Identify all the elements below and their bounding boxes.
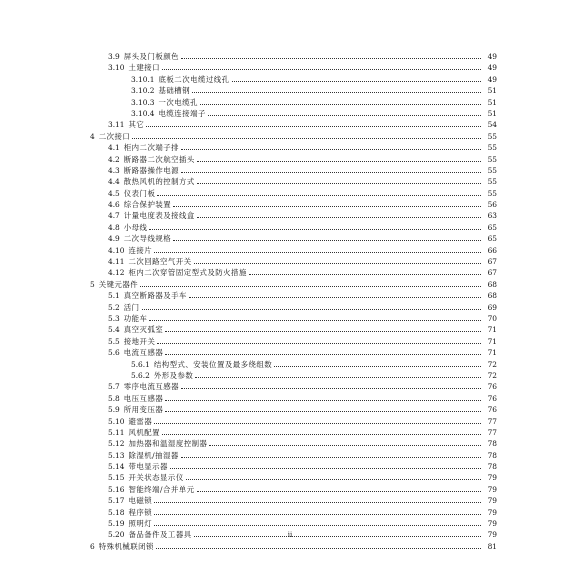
toc-entry-title: 电压互感器 — [123, 393, 164, 403]
toc-dot-leader — [154, 423, 481, 424]
toc-entry[interactable] — [80, 290, 497, 301]
toc-entry-title: 备品备件及工器具 — [128, 530, 192, 540]
toc-dot-leader — [154, 525, 481, 526]
toc-entry-page-number: 51 — [487, 86, 497, 96]
toc-dot-leader — [154, 514, 481, 515]
toc-entry[interactable] — [80, 461, 497, 472]
toc-entry-page-number: 51 — [487, 97, 497, 107]
toc-entry-title: 二次回路空气开关 — [128, 257, 192, 267]
toc-entry[interactable] — [80, 541, 497, 552]
toc-entry-title: 避雷器 — [128, 416, 153, 426]
toc-dot-leader — [181, 457, 481, 458]
toc-entry-number: 5.13 — [108, 450, 125, 460]
toc-dot-leader — [162, 434, 481, 435]
toc-entry-number: 5.19 — [108, 519, 125, 529]
toc-entry-number: 5 — [90, 279, 95, 289]
toc-entry[interactable] — [80, 131, 497, 142]
toc-entry-number: 3.10.4 — [131, 108, 155, 118]
toc-entry[interactable] — [80, 245, 497, 256]
toc-entry[interactable] — [80, 85, 497, 96]
toc-entry-page-number: 55 — [487, 188, 497, 198]
toc-entry-number: 4.6 — [108, 200, 120, 210]
toc-entry-title: 所用变压器 — [123, 405, 164, 415]
toc-entry[interactable] — [80, 381, 497, 392]
toc-entry-number: 4.9 — [108, 234, 120, 244]
toc-entry[interactable] — [80, 336, 497, 347]
toc-entry-page-number: 49 — [487, 63, 497, 73]
toc-entry-page-number: 66 — [487, 245, 497, 255]
toc-entry-page-number: 78 — [487, 439, 497, 449]
toc-entry-title: 零序电流互感器 — [123, 382, 180, 392]
toc-entry-page-number: 55 — [487, 143, 497, 153]
toc-entry-title: 一次电缆孔 — [158, 97, 198, 107]
toc-dot-leader — [249, 274, 481, 275]
toc-entry-number: 5.8 — [108, 393, 120, 403]
toc-entry[interactable] — [80, 313, 497, 324]
toc-entry[interactable] — [80, 142, 497, 153]
toc-dot-leader — [170, 468, 481, 469]
toc-entry-number: 5.4 — [108, 325, 120, 335]
toc-entry-number: 4.7 — [108, 211, 120, 221]
toc-entry-title: 连接片 — [128, 245, 153, 255]
toc-dot-leader — [156, 548, 481, 549]
toc-entry-title: 综合保护装置 — [123, 200, 172, 210]
toc-entry-title: 关键元器件 — [98, 279, 139, 289]
toc-entry-page-number: 65 — [487, 234, 497, 244]
toc-entry-title: 电流互感器 — [123, 348, 164, 358]
toc-entry-page-number: 63 — [487, 211, 497, 221]
toc-entry-number: 4.8 — [108, 222, 120, 232]
toc-entry-page-number: 79 — [487, 496, 497, 506]
toc-entry-page-number: 77 — [487, 427, 497, 437]
toc-entry-number: 5.6.1 — [131, 359, 150, 369]
toc-entry[interactable] — [80, 267, 497, 278]
toc-entry-number: 5.9 — [108, 405, 120, 415]
toc-dot-leader — [200, 104, 481, 105]
toc-entry[interactable] — [80, 154, 497, 165]
toc-entry-number: 5.16 — [108, 484, 125, 494]
toc-entry[interactable] — [80, 210, 497, 221]
toc-dot-leader — [165, 331, 481, 332]
toc-dot-leader — [274, 366, 481, 367]
toc-entry-title: 风机配置 — [128, 427, 161, 437]
toc-entry[interactable] — [80, 416, 497, 427]
toc-entry-page-number: 79 — [487, 530, 497, 540]
toc-dot-leader — [197, 183, 481, 184]
toc-entry-page-number: 55 — [487, 177, 497, 187]
toc-entry-number: 3.10 — [108, 63, 125, 73]
toc-dot-leader — [232, 81, 481, 82]
toc-entry[interactable] — [80, 279, 497, 290]
toc-entry-page-number: 78 — [487, 450, 497, 460]
toc-entry-page-number: 67 — [487, 268, 497, 278]
toc-entry[interactable] — [80, 347, 497, 358]
toc-entry-number: 3.11 — [108, 120, 125, 130]
toc-entry-number: 5.6 — [108, 348, 120, 358]
toc-entry-number: 5.6.2 — [131, 370, 150, 380]
toc-entry-title: 真空灭弧室 — [123, 325, 164, 335]
toc-entry-page-number: 72 — [487, 359, 497, 369]
toc-entry-page-number: 71 — [487, 325, 497, 335]
toc-entry-number: 4 — [90, 131, 95, 141]
toc-entry[interactable] — [80, 119, 497, 130]
toc-dot-leader — [181, 388, 481, 389]
toc-dot-leader — [162, 69, 481, 70]
toc-dot-leader — [149, 229, 481, 230]
toc-entry-title: 底板二次电缆过线孔 — [158, 74, 230, 84]
toc-entry[interactable] — [80, 256, 497, 267]
toc-entry-page-number: 76 — [487, 382, 497, 392]
toc-entry-number: 4.2 — [108, 154, 120, 164]
toc-entry-number: 5.15 — [108, 473, 125, 483]
toc-dot-leader — [181, 172, 481, 173]
toc-entry-page-number: 72 — [487, 370, 497, 380]
toc-dot-leader — [157, 195, 481, 196]
toc-entry[interactable] — [80, 438, 497, 449]
toc-dot-leader — [149, 320, 481, 321]
toc-entry-title: 活门 — [123, 302, 140, 312]
toc-entry-title: 电缆连接端子 — [158, 108, 206, 118]
toc-dot-leader — [209, 445, 481, 446]
toc-dot-leader — [189, 297, 481, 298]
toc-entry[interactable] — [80, 472, 497, 483]
toc-entry-page-number: 55 — [487, 165, 497, 175]
toc-entry-page-number: 76 — [487, 393, 497, 403]
toc-entry-number: 4.4 — [108, 177, 120, 187]
toc-entry-page-number: 51 — [487, 108, 497, 118]
toc-entry-page-number: 56 — [487, 200, 497, 210]
toc-entry-title: 智能终端/合并单元 — [128, 484, 195, 494]
toc-entry-number: 3.10.3 — [131, 97, 155, 107]
toc-dot-leader — [195, 377, 481, 378]
toc-entry-title: 散热风机的控制方式 — [123, 177, 195, 187]
toc-entry-title: 电磁锁 — [128, 496, 153, 506]
toc-entry-page-number: 49 — [487, 74, 497, 84]
toc-entry-number: 4.11 — [108, 257, 125, 267]
toc-entry[interactable] — [80, 404, 497, 415]
toc-entry-number: 5.2 — [108, 302, 120, 312]
toc-dot-leader — [173, 240, 481, 241]
toc-entry-number: 3.10.1 — [131, 74, 155, 84]
toc-entry-page-number: 49 — [487, 52, 497, 61]
toc-entry-number: 3.9 — [108, 52, 120, 61]
toc-entry-number: 5.14 — [108, 462, 125, 472]
toc-dot-leader — [197, 491, 481, 492]
toc-entry-number: 3.10.2 — [131, 86, 155, 96]
toc-entry-title: 外形及参数 — [153, 370, 194, 380]
toc-dot-leader — [192, 92, 481, 93]
toc-dot-leader — [140, 286, 481, 287]
toc-entry-number: 5.7 — [108, 382, 120, 392]
toc-entry-page-number: 65 — [487, 222, 497, 232]
toc-dot-leader — [132, 138, 481, 139]
toc-dot-leader — [142, 309, 481, 310]
toc-dot-leader — [181, 58, 481, 59]
toc-entry[interactable] — [80, 427, 497, 438]
toc-entry-title: 结构型式、安装位置及最多绕组数 — [153, 359, 273, 369]
toc-dot-leader — [146, 126, 481, 127]
toc-entry-title: 土建接口 — [128, 63, 161, 73]
toc-entry-title: 功能车 — [123, 313, 148, 323]
toc-entry-number: 4.3 — [108, 165, 120, 175]
toc-entry[interactable] — [80, 302, 497, 313]
toc-entry-title: 特殊机械联闭锁 — [98, 541, 154, 551]
toc-entry[interactable] — [80, 176, 497, 187]
toc-entry[interactable] — [80, 484, 497, 495]
toc-dot-leader — [194, 263, 481, 264]
toc-entry[interactable] — [80, 108, 497, 119]
toc-entry-page-number: 77 — [487, 416, 497, 426]
toc-entry[interactable] — [80, 507, 497, 518]
toc-entry-title: 断路器操作电源 — [123, 165, 180, 175]
toc-entry-number: 5.17 — [108, 496, 125, 506]
toc-entry[interactable] — [80, 370, 497, 381]
toc-entry-page-number: 70 — [487, 313, 497, 323]
toc-entry-title: 照明灯 — [128, 519, 153, 529]
toc-entry[interactable] — [80, 495, 497, 506]
toc-entry-title: 加热器和温湿度控制器 — [128, 439, 208, 449]
toc-entry[interactable] — [80, 324, 497, 335]
toc-entry-number: 4.12 — [108, 268, 125, 278]
toc-dot-leader — [173, 206, 481, 207]
toc-dot-leader — [197, 217, 481, 218]
toc-dot-leader — [165, 411, 481, 412]
toc-entry-page-number: 67 — [487, 257, 497, 267]
toc-entry[interactable] — [80, 233, 497, 244]
toc-entry-title: 柜内二次端子排 — [123, 143, 180, 153]
toc-entry-number: 5.11 — [108, 427, 125, 437]
toc-entry-title: 屏头及门板颜色 — [123, 52, 180, 61]
toc-entry-title: 小母线 — [123, 222, 148, 232]
toc-entry-page-number: 79 — [487, 484, 497, 494]
toc-dot-leader — [165, 354, 481, 355]
toc-entry-page-number: 81 — [487, 541, 497, 551]
toc-entry[interactable] — [80, 199, 497, 210]
toc-entry[interactable] — [80, 222, 497, 233]
toc-entry-title: 基础槽钢 — [158, 86, 191, 96]
toc-dot-leader — [157, 343, 481, 344]
toc-entry-page-number: 55 — [487, 131, 497, 141]
toc-entry-number: 4.1 — [108, 143, 120, 153]
toc-entry-title: 除湿机/抽湿器 — [128, 450, 179, 460]
toc-dot-leader — [186, 479, 481, 480]
toc-entry-page-number: 55 — [487, 154, 497, 164]
toc-entry[interactable] — [80, 74, 497, 85]
toc-entry[interactable] — [80, 450, 497, 461]
toc-entry-page-number: 68 — [487, 279, 497, 289]
toc-entry-page-number: 68 — [487, 291, 497, 301]
table-of-contents — [80, 51, 497, 552]
toc-entry-number: 5.18 — [108, 507, 125, 517]
toc-entry-title: 二次接口 — [98, 131, 131, 141]
toc-entry-title: 柜内二次穿管固定型式及防火措施 — [128, 268, 247, 278]
toc-entry-page-number: 79 — [487, 507, 497, 517]
toc-entry[interactable] — [80, 97, 497, 108]
toc-entry-page-number: 71 — [487, 336, 497, 346]
toc-entry-number: 5.12 — [108, 439, 125, 449]
toc-entry-number: 5.10 — [108, 416, 125, 426]
toc-entry-number: 5.3 — [108, 313, 120, 323]
toc-entry-number: 6 — [90, 541, 95, 551]
toc-entry-title: 真空断路器及手车 — [123, 291, 187, 301]
toc-entry[interactable] — [80, 51, 497, 62]
toc-entry-page-number: 76 — [487, 405, 497, 415]
toc-entry-title: 开关状态显示仪 — [128, 473, 184, 483]
toc-dot-leader — [181, 149, 481, 150]
toc-entry[interactable] — [80, 359, 497, 370]
toc-entry-number: 5.1 — [108, 291, 120, 301]
toc-entry-page-number: 69 — [487, 302, 497, 312]
toc-entry-page-number: 78 — [487, 462, 497, 472]
toc-entry-title: 接地开关 — [123, 336, 156, 346]
toc-dot-leader — [154, 252, 481, 253]
toc-entry[interactable] — [80, 393, 497, 404]
page-footer-number: ii — [287, 531, 293, 539]
toc-entry-title: 其它 — [128, 120, 145, 130]
toc-entry-page-number: 79 — [487, 519, 497, 529]
toc-entry-number: 5.5 — [108, 336, 120, 346]
toc-entry[interactable] — [80, 165, 497, 176]
toc-dot-leader — [197, 161, 481, 162]
toc-entry-title: 程序锁 — [128, 507, 153, 517]
toc-entry-title: 二次导线规格 — [123, 234, 172, 244]
toc-entry-number: 5.20 — [108, 530, 125, 540]
toc-entry-page-number: 54 — [487, 120, 497, 130]
toc-entry-number: 4.5 — [108, 188, 120, 198]
toc-entry[interactable] — [80, 518, 497, 529]
toc-entry-title: 带电显示器 — [128, 462, 168, 472]
toc-entry-page-number: 71 — [487, 348, 497, 358]
toc-dot-leader — [165, 400, 481, 401]
toc-entry-title: 计量电度表及接线盒 — [123, 211, 195, 221]
toc-dot-leader — [208, 115, 481, 116]
toc-entry-title: 仪表门板 — [123, 188, 156, 198]
toc-entry-title: 断路器二次航空插头 — [123, 154, 195, 164]
toc-entry[interactable] — [80, 188, 497, 199]
toc-entry-number: 4.10 — [108, 245, 125, 255]
toc-entry-page-number: 79 — [487, 473, 497, 483]
toc-dot-leader — [154, 502, 481, 503]
toc-entry[interactable] — [80, 62, 497, 73]
